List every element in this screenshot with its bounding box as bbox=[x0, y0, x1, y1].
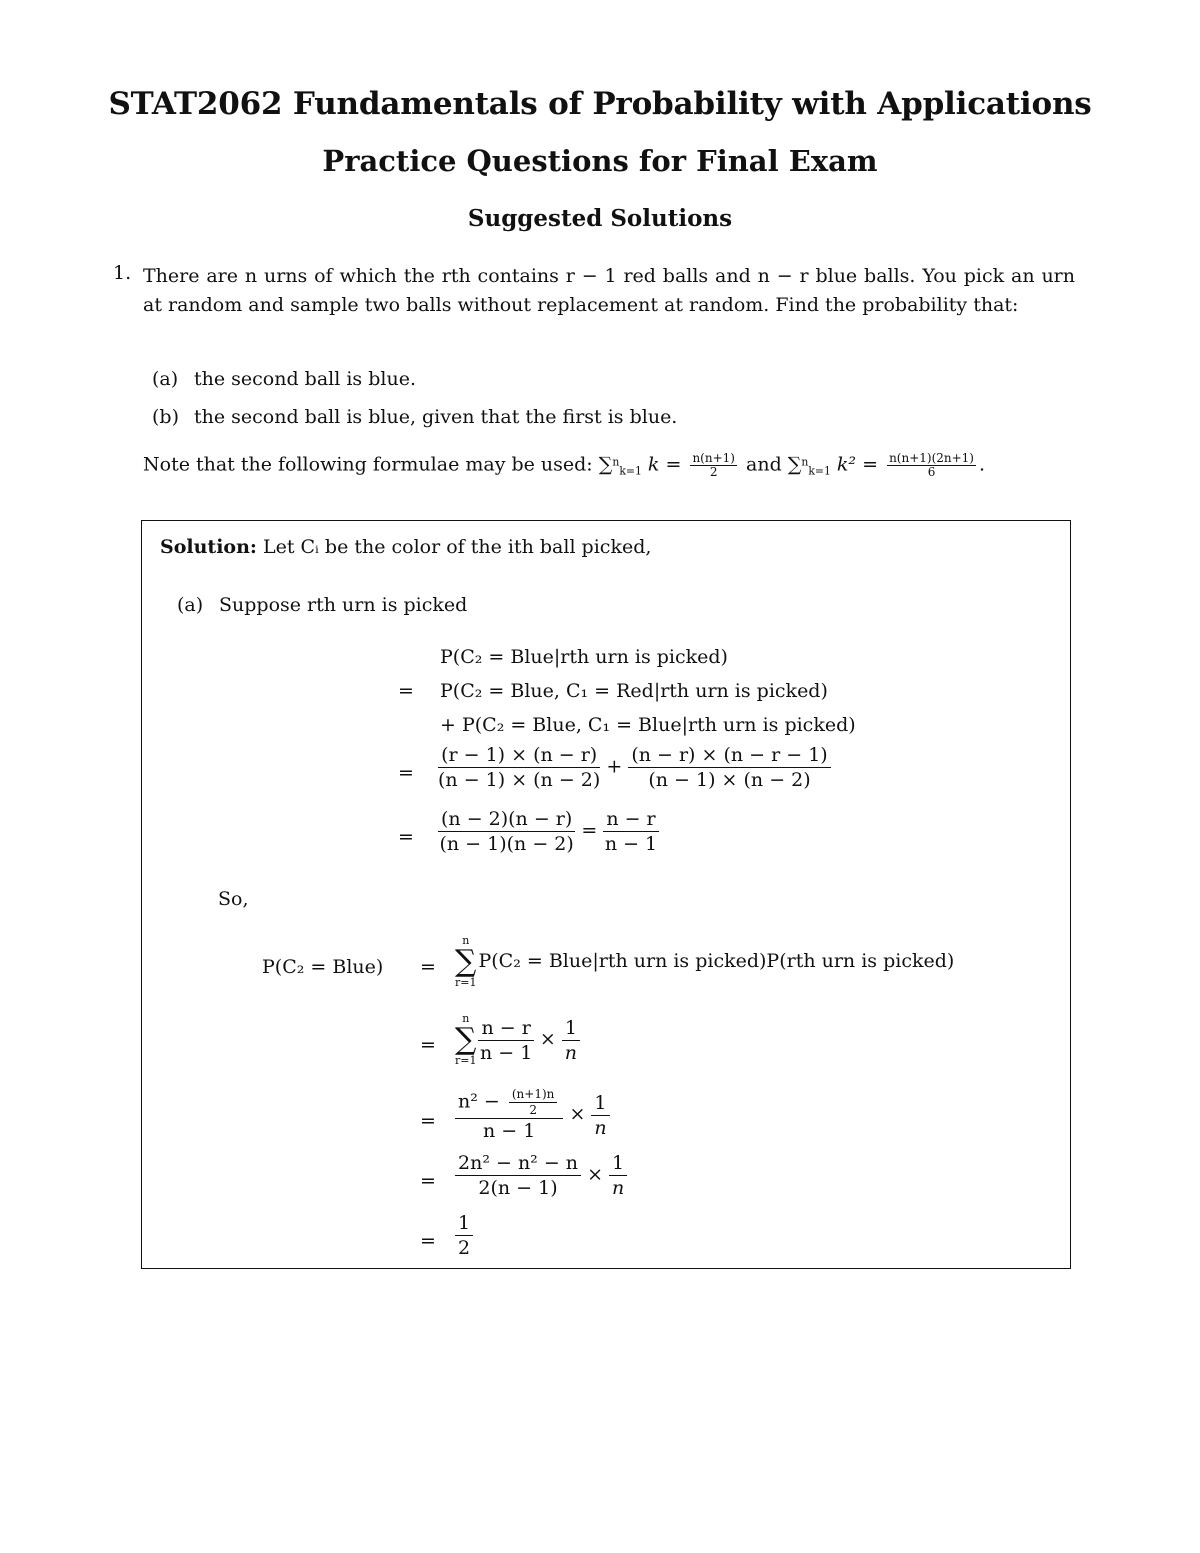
equals-sign: = bbox=[420, 1110, 436, 1132]
question-text: There are n urns of which the rth contains r − 1 red balls and n − r blue balls. You pick an urn at random and sample two balls without replacement at random. Find the probability that: bbox=[143, 265, 1075, 316]
derivation-line: P(C₂ = Blue|rth urn is picked) bbox=[440, 646, 728, 668]
times-sign: × bbox=[587, 1163, 603, 1186]
derivation-line bbox=[455, 1012, 580, 1068]
part-text: the second ball is blue, given that the first is blue. bbox=[194, 406, 678, 428]
plus-sign: + bbox=[606, 755, 623, 778]
part-label: (a) bbox=[152, 368, 179, 390]
equals-sign: = bbox=[420, 1034, 436, 1056]
equals-sign: = bbox=[398, 680, 414, 702]
derivation-lhs: P(C₂ = Blue) bbox=[262, 956, 384, 978]
note-and: and bbox=[746, 453, 782, 476]
summation: n ∑ r=1 bbox=[455, 1012, 477, 1067]
derivation-line bbox=[455, 934, 954, 990]
equals-sign: = bbox=[398, 826, 414, 848]
equals-sign: = bbox=[420, 956, 436, 978]
sum-limits: $^n_{k=1}$ bbox=[801, 455, 831, 478]
inner-fraction: $\frac{(n+1)n}{2}$ bbox=[509, 1088, 558, 1117]
solution-intro bbox=[160, 536, 651, 558]
fraction: $\frac{(r - 1) \times (n - r)}{(n - 1) \times (n - 2)}$ bbox=[438, 744, 601, 791]
question-number: 1. bbox=[113, 262, 132, 284]
question-part-a bbox=[152, 368, 416, 390]
section-heading: Suggested Solutions bbox=[467, 205, 733, 232]
fraction-sum bbox=[438, 744, 831, 791]
derivation-line bbox=[455, 1212, 473, 1259]
fraction: $\frac{1}{n}$ bbox=[591, 1092, 609, 1139]
derivation-line bbox=[455, 1088, 610, 1142]
course-title: STAT2062 Fundamentals of Probability with Applications bbox=[108, 86, 1092, 122]
question-part-b bbox=[152, 406, 677, 428]
sum-symbol: ∑ bbox=[598, 453, 613, 476]
derivation-line: + P(C₂ = Blue, C₁ = Blue|rth urn is picked) bbox=[440, 714, 856, 736]
equals-sign: = bbox=[398, 762, 414, 784]
fraction: $\frac{1}{n}$ bbox=[609, 1152, 627, 1199]
so-text: So, bbox=[218, 888, 249, 910]
equals-sign: = bbox=[420, 1170, 436, 1192]
equals-sign: = bbox=[581, 819, 598, 842]
note-sum1-lhs: k = bbox=[647, 453, 682, 476]
solution-part-a bbox=[177, 594, 467, 616]
note-frac2: $\frac{n(n+1)(2n+1)}{6}$ bbox=[889, 451, 974, 479]
sum-term: P(C₂ = Blue|rth urn is picked)P(rth urn is picked) bbox=[478, 950, 955, 972]
fraction: $\frac{1}{2}$ bbox=[455, 1212, 473, 1259]
fraction: $\frac{1}{n}$ bbox=[562, 1017, 580, 1064]
derivation-line bbox=[455, 1152, 627, 1199]
times-sign: × bbox=[539, 1028, 556, 1050]
fraction: $\frac{n - r}{n - 1}$ bbox=[479, 1016, 533, 1064]
solution-intro-text: Let Cᵢ be the color of the ith ball picked, bbox=[262, 536, 652, 558]
note-sum2-lhs: k² = bbox=[836, 453, 879, 476]
formula-note: Note that the following formulae may be used: ∑$^n_{k=1}$ k = $\frac{n(n+1)}{2}$ and ∑$^n_{k=1}$ k² = $\frac{n(n+1)(2n+1)}{6}$ . bbox=[143, 451, 986, 479]
part-label: (b) bbox=[152, 406, 179, 428]
part-a-text: Suppose rth urn is picked bbox=[219, 594, 468, 616]
fraction: $\frac{\text{2n² − n² − n}}{2(n - 1)}$ bbox=[455, 1152, 581, 1199]
part-text: the second ball is blue. bbox=[194, 368, 416, 390]
sum-symbol: ∑ bbox=[787, 453, 802, 476]
note-frac1: $\frac{n(n+1)}{2}$ bbox=[692, 451, 735, 479]
summation: n ∑ r=1 bbox=[455, 934, 477, 989]
fraction: $\frac{(n - r) \times (n - r - 1)}{(n - 1) \times (n - 2)}$ bbox=[628, 744, 830, 791]
derivation-line: P(C₂ = Blue, C₁ = Red|rth urn is picked) bbox=[440, 680, 828, 702]
fraction-result bbox=[438, 808, 659, 855]
note-prefix: Note that the following formulae may be used: bbox=[143, 453, 593, 476]
fraction: n² − $\frac{(n+1)n}{2}$ n − 1 bbox=[455, 1088, 563, 1142]
fraction: $\frac{n - r}{n - 1}$ bbox=[604, 808, 658, 855]
document-subtitle: Practice Questions for Final Exam bbox=[322, 144, 878, 178]
equals-sign: = bbox=[420, 1230, 436, 1252]
part-label: (a) bbox=[177, 594, 204, 616]
times-sign: × bbox=[569, 1103, 586, 1125]
solution-label: Solution: bbox=[160, 536, 257, 558]
sum-limits: $^n_{k=1}$ bbox=[612, 455, 642, 478]
fraction: $\frac{(n - 2)(n - r)}{(n - 1)(n - 2)}$ bbox=[439, 808, 574, 855]
